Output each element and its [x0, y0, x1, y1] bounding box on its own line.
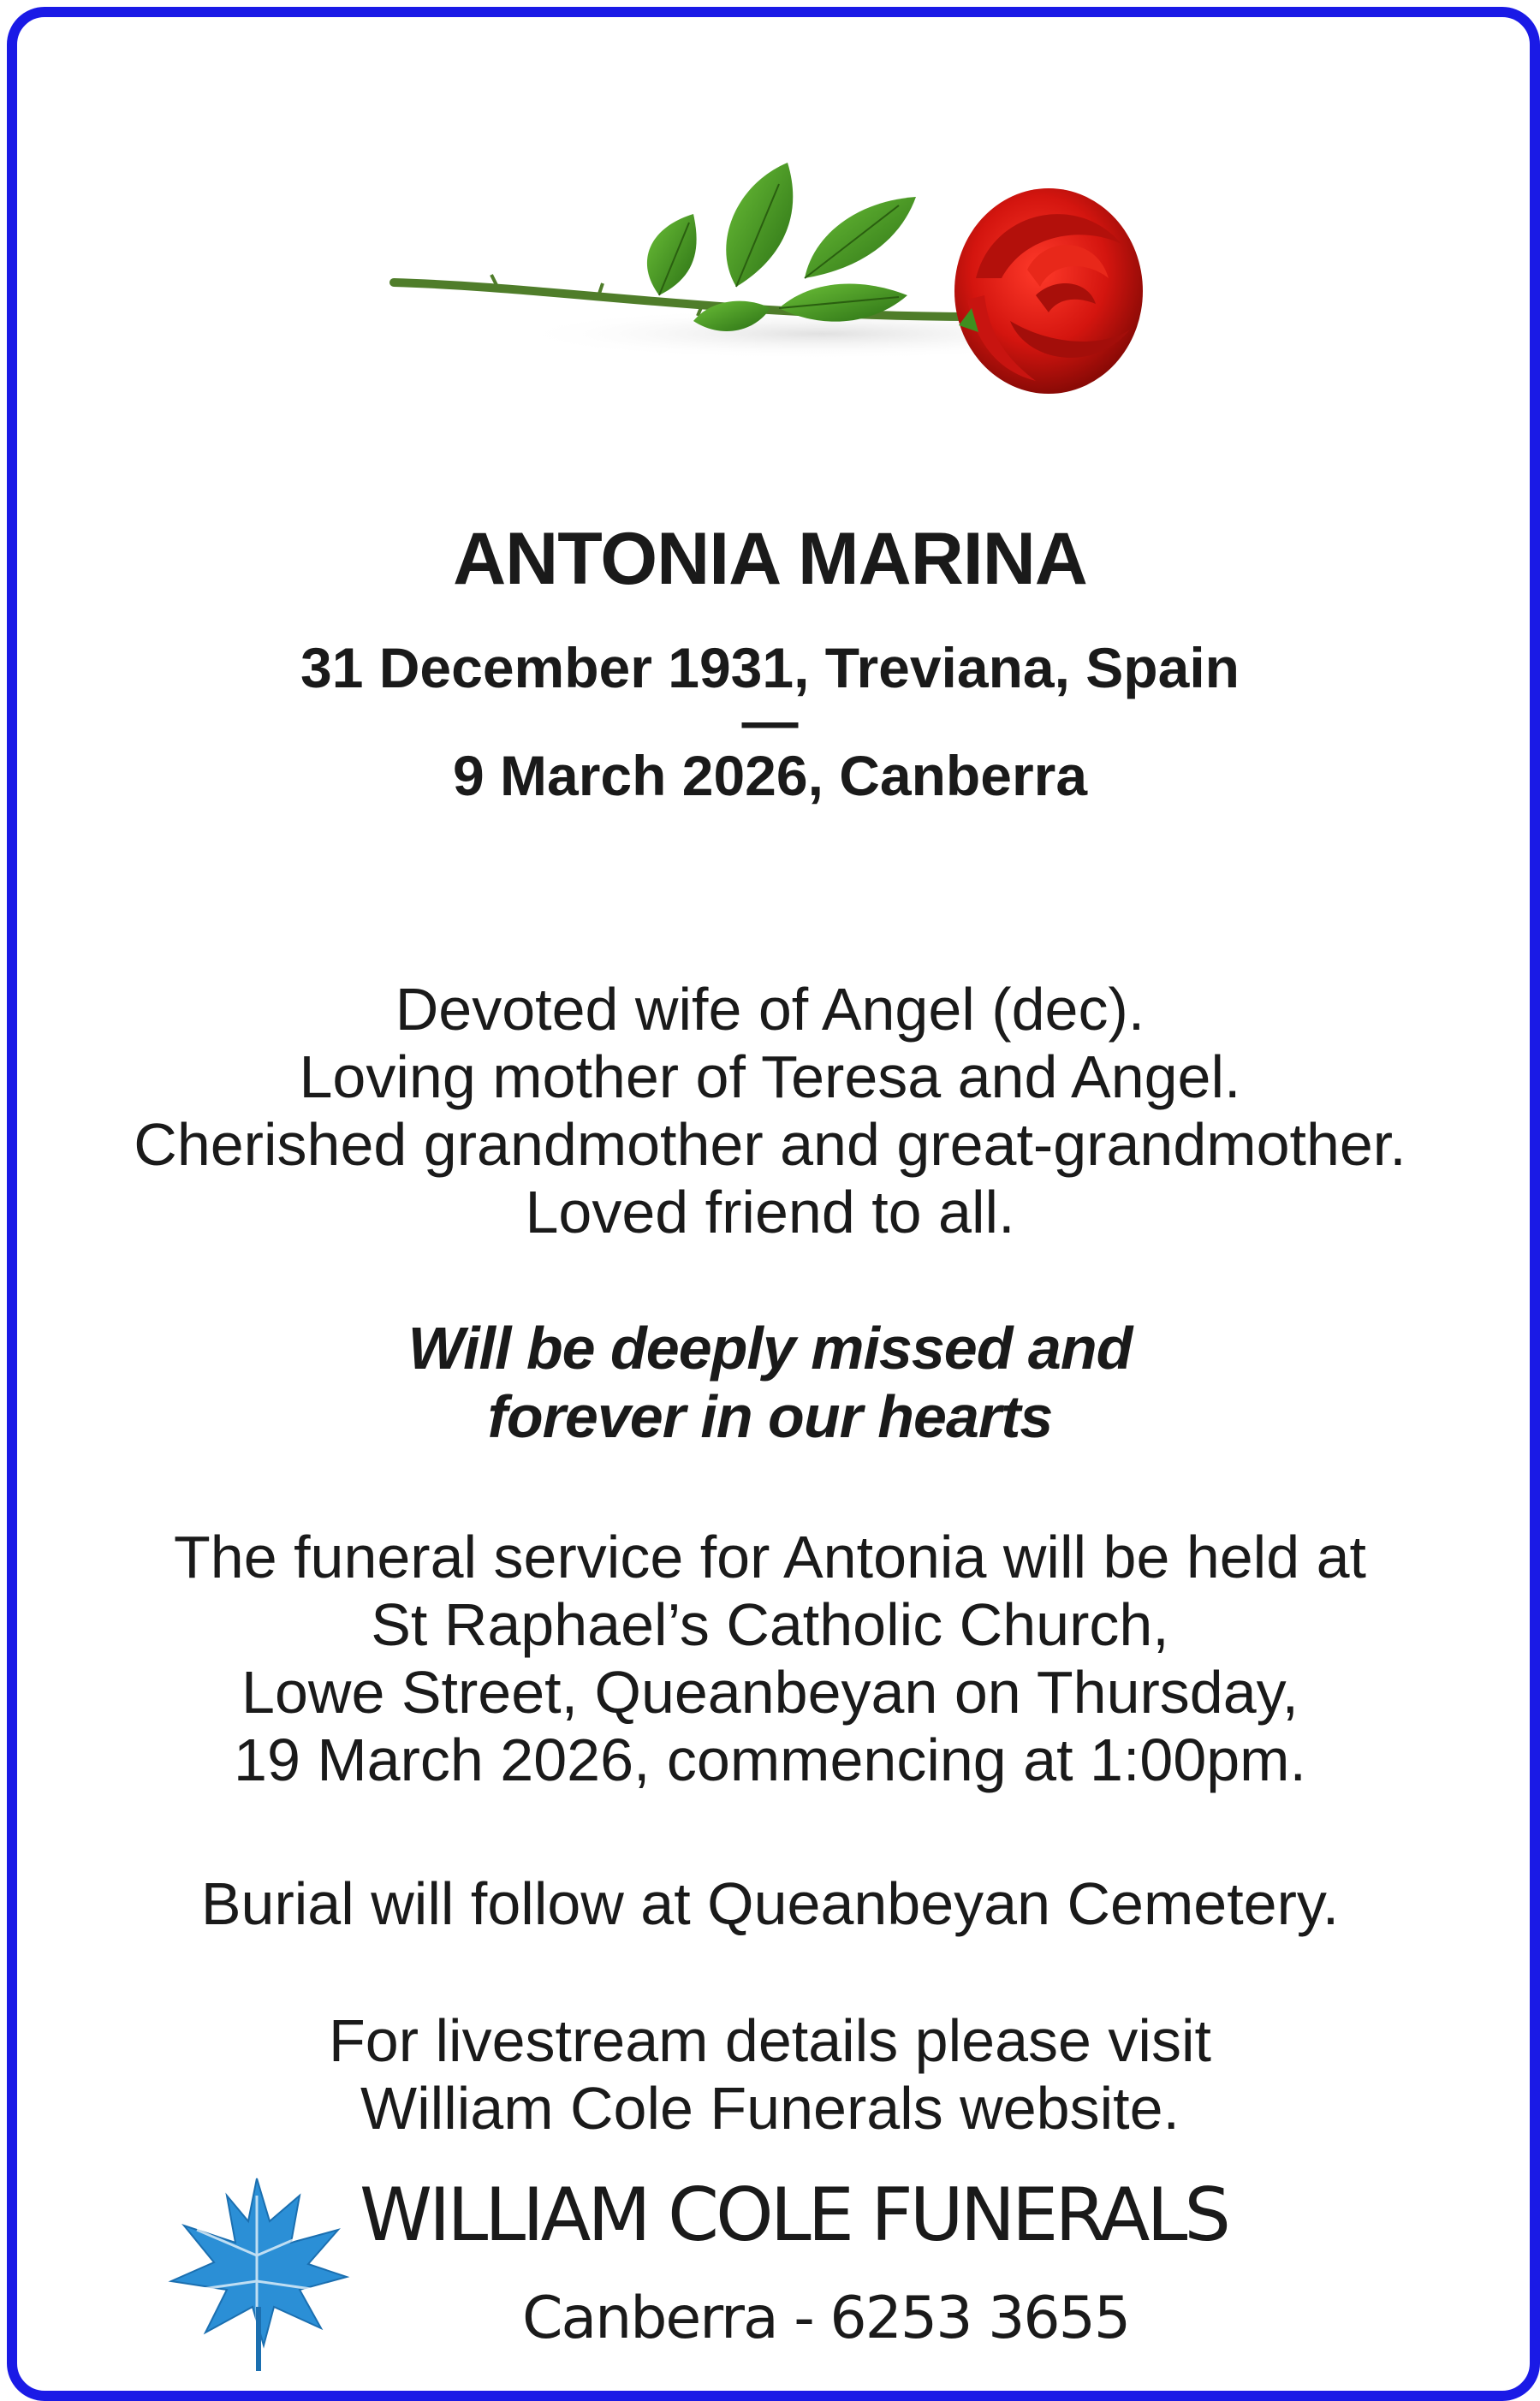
- service-line: St Raphael’s Catholic Church,: [371, 1591, 1169, 1658]
- motto-line: Will be deeply missed and: [407, 1315, 1133, 1382]
- tribute-line: Cherished grandmother and great-grandmother.: [134, 1111, 1406, 1178]
- logo-company-name: WILLIAM COLE FUNERALS: [360, 2172, 1228, 2258]
- livestream-line: William Cole Funerals website.: [360, 2075, 1180, 2142]
- deceased-name: ANTONIA MARINA: [453, 518, 1087, 600]
- red-rose-icon: [377, 150, 1181, 424]
- service-details: [17, 1524, 1523, 1794]
- service-line: The funeral service for Antonia will be held at: [174, 1524, 1366, 1590]
- livestream-line: For livestream details please visit: [329, 2007, 1211, 2074]
- logo-phone: Canberra - 6253 3655: [522, 2285, 1130, 2352]
- birth-date-place: 31 December 1931, Treviana, Spain: [300, 636, 1240, 699]
- date-separator: —: [741, 689, 799, 752]
- livestream-details: [17, 2007, 1523, 2142]
- motto-text: [17, 1314, 1523, 1451]
- death-date-place: 9 March 2026, Canberra: [452, 744, 1088, 807]
- service-line: 19 March 2026, commencing at 1:00pm.: [234, 1726, 1306, 1793]
- tribute-line: Devoted wife of Angel (dec).: [395, 976, 1145, 1043]
- tribute-line: Loving mother of Teresa and Angel.: [299, 1043, 1241, 1110]
- service-line: Lowe Street, Queanbeyan on Thursday,: [241, 1659, 1299, 1726]
- motto-line: forever in our hearts: [487, 1383, 1053, 1450]
- maple-leaf-icon: [163, 2161, 351, 2375]
- tribute-text: [17, 976, 1523, 1246]
- tribute-line: Loved friend to all.: [525, 1179, 1015, 1245]
- life-dates: [17, 633, 1523, 810]
- funeral-director-logo: [163, 2161, 1395, 2375]
- burial-details: Burial will follow at Queanbeyan Cemetery.: [200, 1870, 1340, 1937]
